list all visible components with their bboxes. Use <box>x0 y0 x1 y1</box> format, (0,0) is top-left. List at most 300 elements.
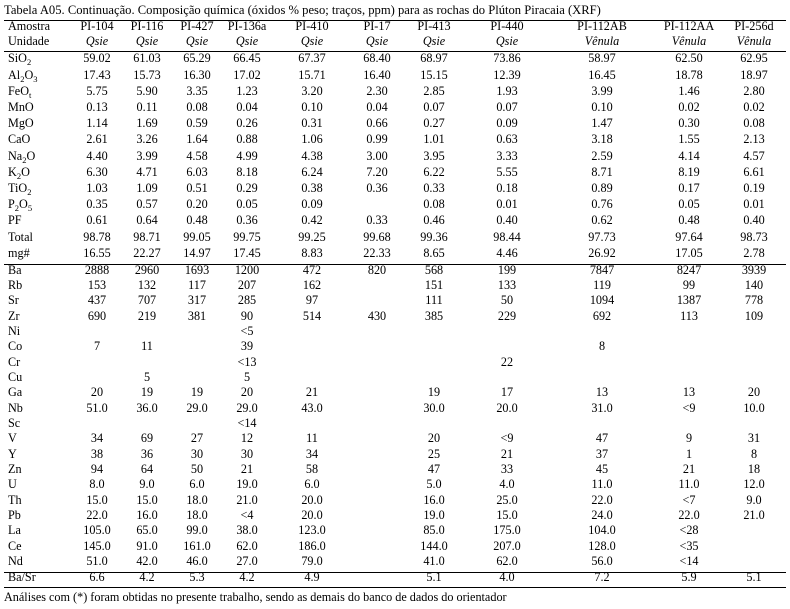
trace-value: 514 <box>302 308 322 323</box>
oxide-value: 22.27 <box>133 245 161 260</box>
oxide-value: 62.50 <box>675 51 703 66</box>
trace-value: 8.0 <box>89 477 105 492</box>
trace-value: 20 <box>90 385 104 400</box>
oxide-value: 0.64 <box>136 213 158 228</box>
oxide-value: 3.33 <box>496 148 518 163</box>
oxide-value: 0.36 <box>236 213 258 228</box>
oxide-value: 68.40 <box>363 51 391 66</box>
trace-value: 13 <box>682 385 696 400</box>
oxide-label <box>4 132 72 148</box>
trace-value <box>352 554 402 569</box>
trace-label: Pb <box>8 508 21 522</box>
trace-label: Sc <box>8 415 21 430</box>
oxide-value: 0.10 <box>591 100 613 115</box>
oxide-label <box>4 229 72 245</box>
header-sample: PI-410 <box>295 19 329 33</box>
oxide-value: 0.08 <box>423 197 445 212</box>
trace-value: 22 <box>500 354 514 369</box>
trace-value <box>352 462 402 477</box>
trace-value: 153 <box>87 277 107 292</box>
header-unit: Qsie <box>85 34 109 48</box>
trace-value: 39 <box>240 339 254 354</box>
header-sample: PI-427 <box>180 19 214 33</box>
oxide-value: 5.90 <box>136 83 158 98</box>
oxide-subscript: 2 <box>27 186 32 197</box>
trace-label: Sr <box>8 293 19 308</box>
oxide-base: PF <box>8 213 22 228</box>
trace-value <box>722 324 786 339</box>
oxide-value: 62.95 <box>740 51 768 66</box>
trace-label: Zn <box>8 461 22 476</box>
trace-row <box>4 278 786 293</box>
trace-value <box>352 324 402 339</box>
trace-value <box>172 355 222 370</box>
oxide-row <box>4 67 786 83</box>
oxide-value: 16.40 <box>363 67 391 82</box>
trace-value: 151 <box>424 277 444 292</box>
table-caption: Tabela A05. Continuação. Composição química (óxidos % peso; traços, ppm) para as rochas do Plúton Piracaia (XRF) <box>4 3 601 17</box>
trace-value: 20.0 <box>301 508 323 522</box>
trace-value <box>352 278 402 293</box>
trace-value: 41.0 <box>423 554 445 569</box>
trace-value: 21.0 <box>743 508 765 522</box>
trace-value: 31.0 <box>591 400 613 415</box>
oxide-value: 0.01 <box>743 197 765 212</box>
trace-value <box>722 339 786 354</box>
trace-value: 6.0 <box>304 477 320 492</box>
oxide-value: 3.20 <box>301 83 323 98</box>
oxide-value: 2.85 <box>423 83 445 98</box>
oxide-value: 0.33 <box>423 180 445 195</box>
oxide-value: 0.61 <box>86 213 108 228</box>
trace-value: 692 <box>592 308 612 323</box>
oxide-base: SiO <box>8 51 27 66</box>
oxide-rest: O <box>24 67 34 82</box>
trace-value: 51.0 <box>86 554 108 569</box>
trace-value: 79.0 <box>301 554 323 569</box>
oxide-value: 4.38 <box>301 148 323 163</box>
trace-value: 430 <box>367 308 387 323</box>
trace-value: 20 <box>747 385 761 400</box>
trace-row <box>4 554 786 569</box>
oxide-value: 0.35 <box>86 197 108 212</box>
oxide-value: 1.93 <box>496 83 518 98</box>
oxide-row <box>4 116 786 132</box>
oxide-label <box>4 245 72 261</box>
trace-value: 47 <box>427 461 441 476</box>
trace-value: 34 <box>90 431 104 446</box>
trace-value: 21 <box>305 385 319 400</box>
oxide-value: 0.63 <box>496 132 518 147</box>
oxide-value: 3.35 <box>186 83 208 98</box>
trace-value: 17 <box>500 385 514 400</box>
oxide-base: Na <box>8 148 23 163</box>
trace-value: 9.0 <box>139 477 155 492</box>
oxide-value: 16.30 <box>183 67 211 82</box>
geochemistry-table <box>4 19 786 586</box>
trace-value: 111 <box>425 293 443 308</box>
trace-row <box>4 324 786 339</box>
trace-label: Ga <box>8 385 23 400</box>
trace-value: 18.0 <box>186 508 208 522</box>
trace-value: <28 <box>679 523 699 538</box>
trace-value: 20 <box>240 385 254 400</box>
trace-value <box>548 355 656 370</box>
trace-value: 20.0 <box>301 492 323 507</box>
trace-value: 113 <box>680 308 698 323</box>
trace-row <box>4 462 786 477</box>
trace-value: 30.0 <box>423 400 445 415</box>
trace-value <box>272 370 352 385</box>
ratio-value: 5.1 <box>426 570 442 585</box>
oxide-base: FeO <box>8 83 29 98</box>
header-unit: Vênula <box>736 34 772 48</box>
trace-value <box>722 370 786 385</box>
trace-value: 38 <box>90 446 104 461</box>
oxide-value: 0.31 <box>301 116 323 131</box>
trace-value: 2888 <box>84 262 110 277</box>
oxide-value: 0.11 <box>136 100 158 115</box>
oxide-value: 59.02 <box>83 51 111 66</box>
oxide-rest: O <box>21 164 30 179</box>
oxide-label <box>4 67 72 83</box>
oxide-value: 0.07 <box>496 100 518 115</box>
oxide-value: 0.59 <box>186 116 208 131</box>
trace-value: <5 <box>240 323 254 338</box>
oxide-value: 8.19 <box>678 164 700 179</box>
trace-value: 85.0 <box>423 523 445 538</box>
trace-value: 19.0 <box>423 508 445 522</box>
oxide-label <box>4 181 72 197</box>
trace-value <box>352 431 402 446</box>
trace-value: 778 <box>744 293 764 308</box>
oxide-value: 0.01 <box>496 197 518 212</box>
header-sample: PI-112AB <box>577 19 627 33</box>
oxide-subscript: 2 <box>22 154 27 165</box>
header-unit: Qsie <box>495 34 519 48</box>
trace-value: 15.0 <box>496 508 518 522</box>
trace-value <box>172 370 222 385</box>
trace-value <box>272 416 352 431</box>
trace-label: Nb <box>8 400 23 415</box>
trace-value <box>402 355 466 370</box>
trace-value <box>656 339 722 354</box>
oxide-label <box>4 83 72 99</box>
trace-value: 19 <box>140 385 154 400</box>
ratio-value: 7.2 <box>594 570 610 585</box>
trace-value: 50 <box>190 461 204 476</box>
trace-value: 11.0 <box>591 477 613 492</box>
trace-value: 20.0 <box>496 400 518 415</box>
oxide-value: 67.37 <box>298 51 326 66</box>
trace-value <box>122 355 172 370</box>
trace-value: 69 <box>140 431 154 446</box>
oxide-value: 68.97 <box>420 51 448 66</box>
oxide-value: 3.99 <box>136 148 158 163</box>
oxide-value: 66.45 <box>233 51 261 66</box>
trace-value <box>352 416 402 431</box>
trace-value: 175.0 <box>493 523 521 538</box>
oxide-value: 2.80 <box>743 83 765 98</box>
header-unit: Qsie <box>300 34 324 48</box>
trace-row <box>4 447 786 462</box>
oxide-row <box>4 132 786 148</box>
ratio-value: 4.2 <box>139 570 155 585</box>
trace-value: 285 <box>237 293 257 308</box>
trace-value: 472 <box>302 262 322 277</box>
oxide-value: 0.42 <box>301 213 323 228</box>
oxide-value: 4.57 <box>743 148 765 163</box>
ratio-value: 5.3 <box>189 570 205 585</box>
oxide-value: 0.18 <box>496 180 518 195</box>
oxide-value: 3.18 <box>591 132 613 147</box>
trace-label: Cu <box>8 369 23 384</box>
oxide-value: 15.71 <box>298 67 326 82</box>
oxide-value: 17.45 <box>233 245 261 260</box>
oxide-value: 0.02 <box>743 100 765 115</box>
ratio-value: 5.9 <box>681 570 697 585</box>
oxide-value: 0.66 <box>366 116 388 131</box>
trace-value <box>466 339 548 354</box>
trace-value <box>122 324 172 339</box>
trace-value: 229 <box>497 308 517 323</box>
trace-value: 47 <box>595 431 609 446</box>
trace-value: 568 <box>424 262 444 277</box>
trace-value: 19 <box>190 385 204 400</box>
trace-value: 144.0 <box>420 538 448 553</box>
oxide-value: 0.48 <box>186 213 208 228</box>
trace-value: <35 <box>679 538 699 553</box>
trace-value <box>656 324 722 339</box>
trace-value: 21 <box>240 461 254 476</box>
trace-value: 4.0 <box>499 477 515 492</box>
oxide-base: CaO <box>8 132 31 147</box>
trace-value: 56.0 <box>591 554 613 569</box>
oxide-value: 0.36 <box>366 180 388 195</box>
trace-value: 5.0 <box>426 477 442 492</box>
header-unit: Qsie <box>422 34 446 48</box>
trace-value: 145.0 <box>83 538 111 553</box>
trace-value <box>466 416 548 431</box>
oxide-value: 0.19 <box>743 180 765 195</box>
trace-value: 207 <box>237 277 257 292</box>
trace-label: U <box>8 477 17 492</box>
trace-value: 15.0 <box>86 492 108 507</box>
trace-value <box>172 324 222 339</box>
oxide-row <box>4 245 786 261</box>
trace-value <box>72 324 122 339</box>
trace-value <box>656 355 722 370</box>
trace-value: 22.0 <box>678 508 700 522</box>
oxide-label <box>4 213 72 229</box>
oxide-base: P <box>8 197 15 212</box>
oxide-value: 12.39 <box>493 67 521 82</box>
oxide-value: 1.03 <box>86 180 108 195</box>
oxide-subscript: 2 <box>16 170 22 181</box>
trace-label: Co <box>8 339 23 354</box>
oxide-subscript: 2 <box>14 203 20 214</box>
trace-value: 8247 <box>676 262 702 277</box>
oxide-value: 0.26 <box>236 116 258 131</box>
trace-value: 104.0 <box>588 523 616 538</box>
oxide-value: 0.10 <box>301 100 323 115</box>
oxide-value: 1.09 <box>136 180 158 195</box>
trace-value <box>352 401 402 416</box>
oxide-value: 0.09 <box>496 116 518 131</box>
oxide-value: 0.07 <box>423 100 445 115</box>
header-sample: PI-112AA <box>663 19 715 33</box>
trace-value: 199 <box>497 262 517 277</box>
trace-value <box>172 339 222 354</box>
trace-value: 132 <box>137 277 157 292</box>
trace-value: 24.0 <box>591 508 613 522</box>
header-unit: Vênula <box>584 34 620 48</box>
trace-value: 12.0 <box>743 477 765 492</box>
oxide-value: 8.65 <box>423 245 445 260</box>
trace-value: 8 <box>598 339 606 354</box>
oxide-value: 1.46 <box>678 83 700 98</box>
oxide-row <box>4 51 786 67</box>
trace-value: 207.0 <box>493 538 521 553</box>
trace-value <box>272 339 352 354</box>
trace-value: 62.0 <box>236 538 258 553</box>
trace-value: 6.0 <box>189 477 205 492</box>
trace-value <box>352 355 402 370</box>
trace-value <box>352 508 402 523</box>
trace-value: 97 <box>305 293 319 308</box>
trace-value: <14 <box>237 415 257 430</box>
trace-value: 36.0 <box>136 400 158 415</box>
oxide-value: 2.78 <box>743 245 765 260</box>
oxide-value: 0.99 <box>366 132 388 147</box>
trace-value: 219 <box>137 308 157 323</box>
oxide-row <box>4 197 786 213</box>
trace-value: 94 <box>90 461 104 476</box>
oxide-value: 0.40 <box>743 213 765 228</box>
trace-value <box>352 370 402 385</box>
oxide-value: 2.13 <box>743 132 765 147</box>
trace-label: Nd <box>8 554 23 569</box>
trace-value: 45 <box>595 461 609 476</box>
trace-value <box>352 493 402 508</box>
oxide-value: 3.95 <box>423 148 445 163</box>
oxide-value: 4.99 <box>236 148 258 163</box>
trace-value: 34 <box>305 446 319 461</box>
oxide-value: 1.01 <box>423 132 445 147</box>
trace-value: 30 <box>190 446 204 461</box>
header-unit: Vênula <box>671 34 707 48</box>
trace-value <box>352 385 402 400</box>
oxide-value: 98.78 <box>83 229 111 244</box>
trace-value: 16.0 <box>136 508 158 522</box>
trace-row <box>4 370 786 385</box>
oxide-value: 99.75 <box>233 229 261 244</box>
oxide-subscript2: 3 <box>33 73 38 84</box>
oxide-value: 16.45 <box>588 67 616 82</box>
oxide-value: 8.83 <box>301 245 323 260</box>
trace-label: Cr <box>8 354 21 369</box>
ratio-label: Ba/Sr <box>8 570 36 585</box>
trace-value: 128.0 <box>588 538 616 553</box>
trace-value <box>722 554 786 569</box>
oxide-subscript: t <box>29 89 32 100</box>
trace-value: 9 <box>685 431 693 446</box>
oxide-value: 22.33 <box>363 245 391 260</box>
trace-value <box>72 370 122 385</box>
trace-label: Ce <box>8 538 22 553</box>
oxide-row <box>4 148 786 164</box>
trace-value: 820 <box>367 262 387 277</box>
oxide-value: 6.24 <box>301 164 323 179</box>
trace-value: 99 <box>682 277 696 292</box>
oxide-value: 2.30 <box>366 83 388 98</box>
trace-value: 2960 <box>134 262 160 277</box>
trace-value <box>272 324 352 339</box>
oxide-value: 17.05 <box>675 245 703 260</box>
trace-value: 27.0 <box>236 554 258 569</box>
oxide-value: 0.08 <box>743 116 765 131</box>
trace-value <box>722 355 786 370</box>
trace-value <box>172 416 222 431</box>
trace-row <box>4 416 786 431</box>
trace-row <box>4 262 786 277</box>
trace-value: 7 <box>93 339 101 354</box>
oxide-subscript: 2 <box>26 57 32 68</box>
trace-value: 1200 <box>234 262 260 277</box>
oxide-base: MnO <box>8 100 34 115</box>
trace-value: 65.0 <box>136 523 158 538</box>
ratio-row <box>4 570 786 585</box>
ratio-value: 4.0 <box>499 570 515 585</box>
trace-value: 10.0 <box>743 400 765 415</box>
trace-value: 140 <box>744 277 764 292</box>
trace-value: 21.0 <box>236 492 258 507</box>
trace-value: 64 <box>140 461 154 476</box>
oxide-value: 6.30 <box>86 164 108 179</box>
trace-value: <9 <box>682 400 696 415</box>
oxide-value: 0.38 <box>301 180 323 195</box>
trace-value <box>722 539 786 554</box>
trace-value: 36 <box>140 446 154 461</box>
trace-value: 12 <box>240 431 254 446</box>
trace-row <box>4 493 786 508</box>
oxide-value: 0.13 <box>86 100 108 115</box>
trace-value <box>352 447 402 462</box>
oxide-value: 0.29 <box>236 180 258 195</box>
ratio-value: 6.6 <box>89 570 105 585</box>
trace-value: 109 <box>744 308 764 323</box>
oxide-base: mg# <box>8 245 30 260</box>
trace-value: 99.0 <box>186 523 208 538</box>
header-sample: PI-440 <box>490 19 524 33</box>
trace-value: 46.0 <box>186 554 208 569</box>
trace-value: 38.0 <box>236 523 258 538</box>
oxide-value: 99.68 <box>363 229 391 244</box>
trace-value: 16.0 <box>423 492 445 507</box>
oxide-value: 0.08 <box>186 100 208 115</box>
trace-value: 18 <box>747 461 761 476</box>
trace-value: 105.0 <box>83 523 111 538</box>
trace-value: 51.0 <box>86 400 108 415</box>
header-sample: PI-17 <box>363 19 391 33</box>
trace-value <box>352 477 402 492</box>
trace-row <box>4 523 786 538</box>
header-amostra: Amostra <box>8 19 50 33</box>
oxide-value: 6.22 <box>423 164 445 179</box>
oxide-value: 99.25 <box>298 229 326 244</box>
oxide-value: 1.14 <box>86 116 108 131</box>
trace-value: 1094 <box>589 293 615 308</box>
